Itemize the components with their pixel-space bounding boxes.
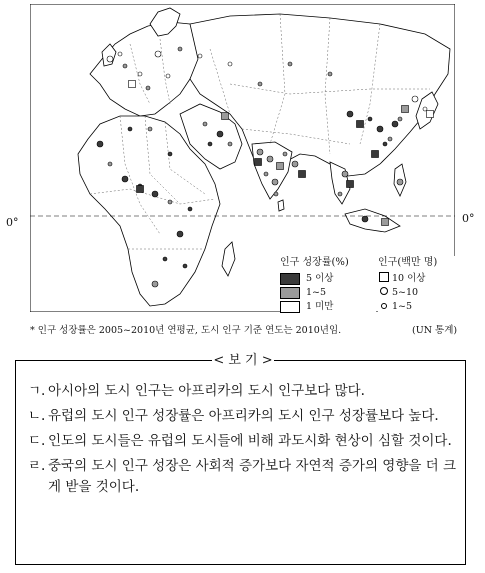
legend-pop-label: 10 이상	[392, 273, 426, 284]
latitude-label-left: 0°	[6, 216, 19, 229]
legend-growth-label: 5 이상	[306, 273, 334, 284]
footnote: * 인구 성장률은 2005~2010년 연평균, 도시 인구 기준 연도는 2010년임.	[30, 325, 342, 336]
city-marker	[152, 281, 158, 287]
city-marker	[107, 56, 113, 62]
city-marker	[188, 207, 192, 211]
city-marker	[383, 142, 387, 146]
bogi-title: < 보 기 >	[212, 349, 274, 368]
city-marker	[328, 72, 332, 76]
legend-growth-label: 1 미만	[306, 301, 334, 312]
city-marker	[382, 219, 389, 226]
swatch-mid	[280, 287, 300, 299]
city-marker	[228, 142, 232, 146]
city-marker	[108, 162, 112, 166]
city-marker	[168, 200, 172, 204]
city-marker	[148, 127, 152, 131]
city-marker	[168, 152, 172, 156]
bogi-item-text: 중국의 도시 인구 성장은 사회적 증가보다 자연적 증가의 영향을 더 크게 받을 것이다.	[48, 458, 457, 495]
square-symbol-icon	[378, 272, 390, 287]
bogi-item-mark: ㄹ.	[28, 458, 46, 474]
city-marker	[138, 72, 142, 76]
city-marker	[129, 81, 136, 88]
bogi-item-text: 아시아의 도시 인구는 아프리카의 도시 인구보다 많다.	[48, 383, 365, 399]
city-marker	[208, 142, 212, 146]
legend-growth-row	[280, 286, 376, 300]
bogi-item-text: 유럽의 도시 인구 성장률은 아프리카의 도시 인구 성장률보다 높다.	[48, 408, 439, 424]
legend-growth-row	[280, 272, 376, 286]
source-label: (UN 통계)	[412, 325, 458, 336]
legend-growth-title: 인구 성장률(%)	[280, 257, 349, 268]
city-marker	[152, 191, 158, 197]
city-marker	[128, 127, 132, 131]
city-marker	[368, 117, 372, 121]
city-marker	[137, 186, 144, 193]
city-marker	[198, 54, 202, 58]
city-marker	[166, 74, 170, 78]
legend-growth-row	[280, 300, 376, 314]
city-marker	[388, 137, 392, 141]
bogi-item	[28, 456, 458, 498]
city-marker	[362, 216, 368, 222]
city-marker	[122, 176, 128, 182]
city-marker	[342, 171, 348, 177]
small-circle-icon	[378, 300, 390, 314]
bogi-item-mark: ㄴ.	[28, 408, 46, 424]
city-marker	[228, 62, 232, 66]
swatch-dark	[280, 273, 300, 285]
city-marker	[177, 231, 183, 237]
legend-growth-rate	[280, 256, 376, 314]
city-marker	[123, 64, 127, 68]
legend-pop-row	[378, 300, 456, 314]
city-marker	[357, 121, 364, 128]
legend-population	[378, 256, 456, 314]
city-marker	[392, 121, 398, 127]
legend-pop-row	[378, 272, 456, 286]
bogi-items	[28, 381, 458, 502]
swatch-white	[280, 301, 300, 313]
city-marker	[274, 192, 278, 196]
city-marker	[398, 117, 402, 121]
legend-pop-row	[378, 286, 456, 300]
city-marker	[267, 156, 273, 162]
bogi-item-mark: ㄱ.	[28, 383, 46, 399]
city-marker	[264, 172, 268, 176]
city-marker	[222, 113, 229, 120]
city-marker	[412, 96, 418, 102]
bogi-item-text: 인도의 도시들은 유럽의 도시들에 비해 과도시화 현상이 심할 것이다.	[48, 433, 452, 449]
legend-pop-label: 1~5	[392, 301, 413, 312]
legend-pop-title: 인구(백만 명)	[378, 257, 438, 268]
city-marker	[257, 149, 263, 155]
latitude-label-right: 0°	[462, 212, 475, 225]
city-marker	[203, 122, 207, 126]
city-marker	[183, 264, 187, 268]
city-marker	[377, 126, 383, 132]
bogi-item-mark: ㄷ.	[28, 433, 46, 449]
city-marker	[292, 161, 298, 167]
city-marker	[217, 131, 223, 137]
city-marker	[255, 159, 262, 166]
city-marker	[299, 171, 306, 178]
bogi-item	[28, 431, 458, 452]
city-marker	[118, 52, 122, 56]
city-marker	[402, 106, 409, 113]
city-marker	[338, 192, 342, 196]
city-marker	[347, 111, 353, 117]
city-marker	[283, 152, 287, 156]
medium-circle-icon	[378, 286, 390, 300]
city-marker	[372, 151, 379, 158]
city-marker	[258, 82, 262, 86]
city-marker	[288, 62, 292, 66]
city-marker	[347, 181, 354, 188]
bogi-item	[28, 406, 458, 427]
city-marker	[178, 47, 182, 51]
city-marker	[397, 179, 403, 185]
city-marker	[163, 257, 167, 261]
legend-pop-label: 5~10	[392, 287, 419, 298]
legend-growth-label: 1~5	[306, 287, 327, 298]
city-marker	[146, 86, 150, 90]
city-marker	[155, 51, 161, 57]
landmass-sri-lanka	[278, 200, 284, 211]
city-marker	[97, 141, 103, 147]
city-marker	[427, 111, 434, 118]
bogi-item	[28, 381, 458, 402]
city-marker	[272, 179, 278, 185]
city-marker	[277, 163, 284, 170]
